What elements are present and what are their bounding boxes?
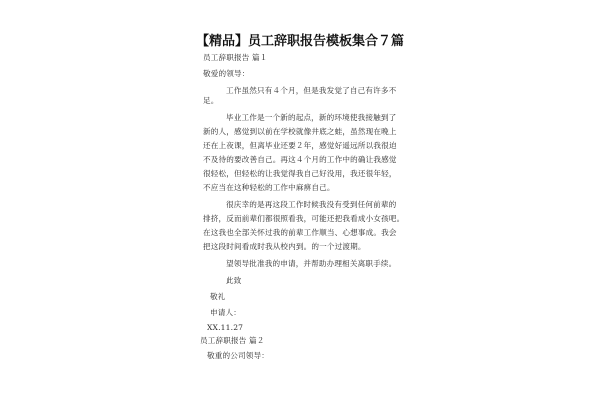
paragraph-2-line-6: 不应当在这种轻松的工作中麻痹自己。 bbox=[203, 183, 335, 192]
paragraph-1-line-2: 足。 bbox=[203, 96, 219, 105]
paragraph-2-line-1: 毕业工作是一个新的起点，新的环境使我接触到了 bbox=[226, 113, 397, 122]
paragraph-3-line-1: 很庆幸的是再这段工作时候我没有受到任何前辈的 bbox=[226, 200, 397, 209]
paragraph-3-line-4: 把这段时间看成时我从校内到。的一个过渡期。 bbox=[203, 242, 366, 251]
applicant-label: 申请人： bbox=[210, 308, 241, 317]
paragraph-3-line-2: 排挤，反而前辈们都很照看我，可能还把我看成小女孩吧。 bbox=[203, 214, 405, 223]
paragraph-2-line-3: 还在上夜课，但离毕业还要２年，感觉好遥远所以我很迫 bbox=[203, 141, 397, 150]
paragraph-4-line-1: 望领导批准我的申请，并帮助办理相关离职手续。 bbox=[226, 259, 397, 268]
paragraph-3-line-3: 在这我也全部关怀过我的前辈工作顺当、心想事成。我会 bbox=[203, 228, 397, 237]
closing-salute: 敬礼 bbox=[210, 292, 226, 301]
signature-date: XX.11.27 bbox=[207, 323, 244, 332]
paragraph-2-line-2: 新的人，感觉到以前在学校就像井底之蛙，虽然现在晚上 bbox=[203, 127, 397, 136]
paragraph-2-line-4: 不及待的要改善自己。再这４个月的工作中的确让我感觉 bbox=[203, 155, 397, 164]
paragraph-2-line-5: 很轻松，但轻松的让我觉得我自己好没用，我还很年轻， bbox=[203, 169, 397, 178]
document-title: 【精品】员工辞职报告模板集合７篇 bbox=[195, 34, 404, 49]
salutation-2: 敬重的公司领导： bbox=[207, 351, 269, 360]
closing-regards: 此致 bbox=[226, 276, 242, 285]
paragraph-1-line-1: 工作虽然只有４个月，但是我发觉了自己有许多不 bbox=[226, 86, 397, 95]
salutation-1: 敬爱的领导： bbox=[203, 69, 250, 78]
section-heading-2: 员工辞职报告 篇２ bbox=[200, 336, 265, 345]
section-heading-1: 员工辞职报告 篇１ bbox=[203, 53, 268, 62]
